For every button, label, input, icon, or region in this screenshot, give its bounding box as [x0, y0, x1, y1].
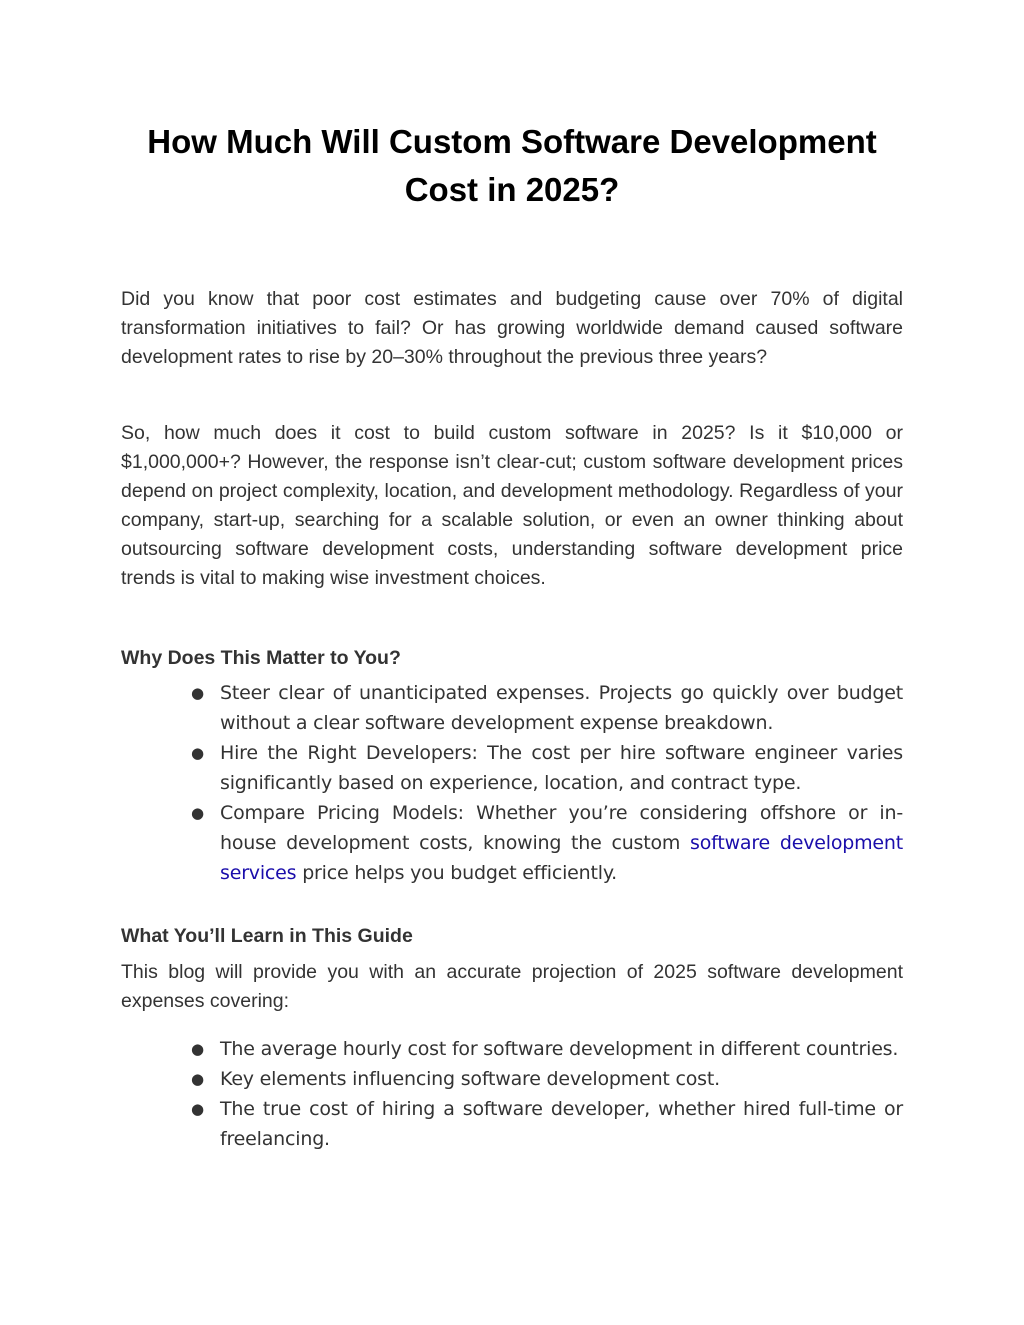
list-item	[191, 1094, 903, 1154]
intro-paragraph-2: So, how much does it cost to build custom software in 2025? Is it $10,000 or $1,000,000+? However, the response isn’t clear-cut; custom software development prices depend on project complexity, location, and development methodology. Regardless of your company, start-up, searching for a scalable solution, or even an owner thinking about outsourcing software development costs, understanding software development price trends is vital to making wise investment choices.	[121, 422, 903, 589]
bullet-icon: ●	[191, 684, 204, 702]
intro-paragraph-1: Did you know that poor cost estimates and budgeting cause over 70% of digital transformation initiatives to fail? Or has growing worldwide demand caused software development rates to rise by 20–30% throughout the previous three years?	[121, 288, 903, 368]
section-heading-learn: What You’ll Learn in This Guide	[121, 925, 413, 947]
learn-paragraph: This blog will provide you with an accurate projection of 2025 software development expenses covering:	[121, 961, 903, 1012]
learn-bullet-list	[191, 1034, 903, 1154]
list-item-text: Hire the Right Developers: The cost per hire software engineer varies significantly based on experience, location, and contract type.	[220, 742, 903, 794]
list-item-text: price helps you budget efficiently.	[296, 862, 617, 884]
list-item	[191, 738, 903, 798]
bullet-icon: ●	[191, 1070, 204, 1088]
software-development-services-link[interactable]: software development services	[220, 832, 903, 884]
bullet-icon: ●	[191, 804, 204, 822]
page-title: How Much Will Custom Software Development Cost in 2025?	[147, 123, 877, 208]
bullet-icon: ●	[191, 744, 204, 762]
list-item	[191, 1034, 903, 1064]
section-heading-why: Why Does This Matter to You?	[121, 647, 401, 669]
list-item-text: Key elements influencing software development cost.	[220, 1068, 720, 1090]
bullet-icon: ●	[191, 1040, 204, 1058]
list-item-text: Steer clear of unanticipated expenses. Projects go quickly over budget without a clear software development expense breakdown.	[220, 682, 903, 734]
list-item-text: Compare Pricing Models: Whether you’re considering offshore or in-house development costs, knowing the custom	[220, 802, 903, 854]
list-item	[191, 798, 903, 888]
list-item	[191, 678, 903, 738]
list-item-text: The average hourly cost for software development in different countries.	[220, 1038, 899, 1060]
bullet-icon: ●	[191, 1100, 204, 1118]
why-bullet-list	[191, 678, 903, 888]
list-item-text: The true cost of hiring a software developer, whether hired full-time or freelancing.	[220, 1098, 903, 1150]
list-item	[191, 1064, 903, 1094]
